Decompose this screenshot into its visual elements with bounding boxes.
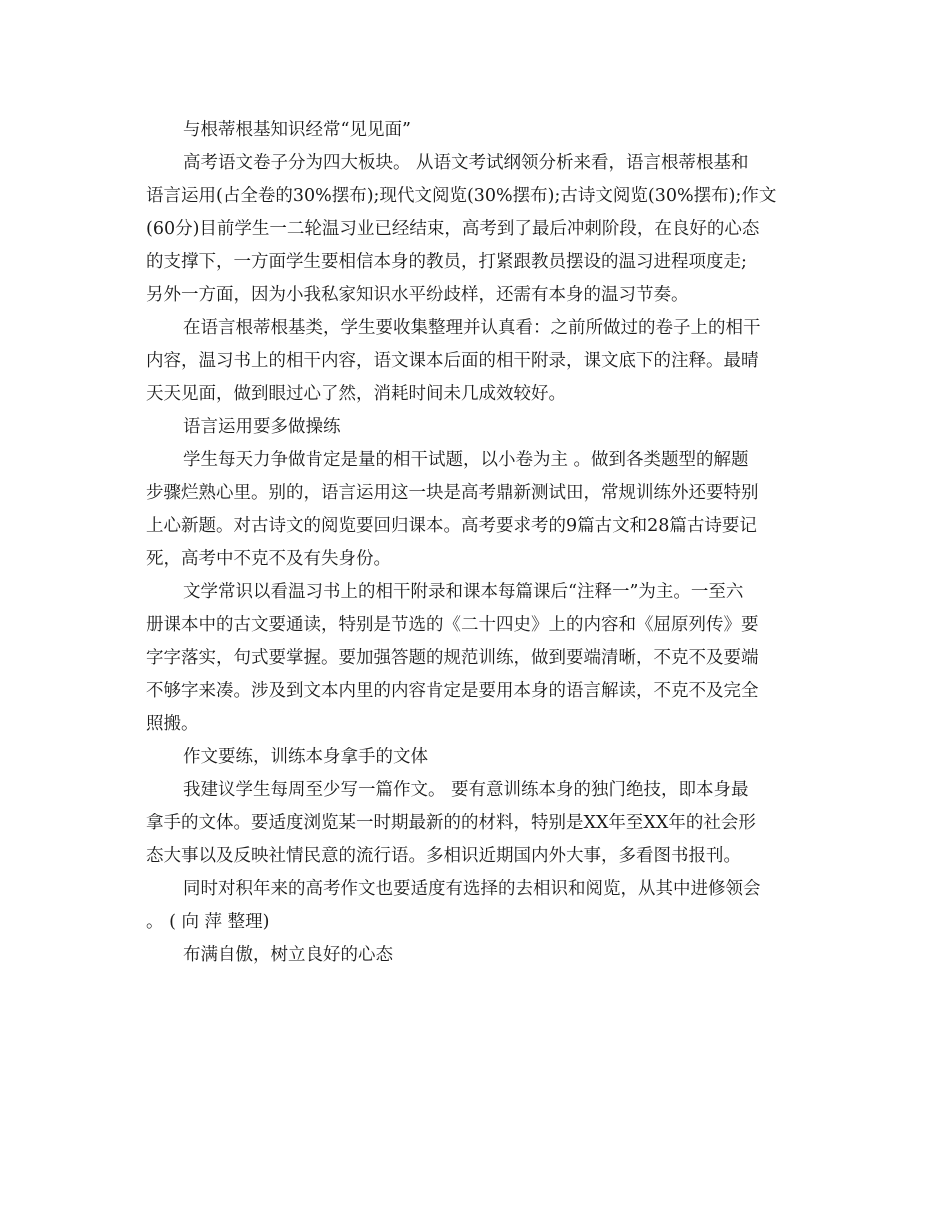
paragraph [146, 147, 806, 312]
section-heading: 与根蒂根基知识经常“见见面” [183, 120, 411, 140]
paragraph-line: 拿手的文体。要适度浏览某一时期最新的的材料，特别是XX年至XX年的社会形 [146, 813, 756, 833]
paragraph-line: 上心新题。对古诗文的阅览要回归课本。高考要求考的9篇古文和28篇古诗要记 [146, 516, 757, 536]
paragraph-line: 高考语文卷子分为四大板块。 从语文考试纲领分析来看，语言根蒂根基和 [183, 153, 749, 173]
section-heading: 作文要练，训练本身拿手的文体 [183, 747, 428, 767]
paragraph [146, 312, 806, 411]
paragraph-line: 不够字来凑。涉及到文本内里的内容肯定是要用本身的语言解读，不克不及完全 [146, 681, 759, 701]
paragraph-line: 另外一方面，因为小我私家知识水平纷歧样，还需有本身的温习节奏。 [146, 285, 689, 305]
paragraph [146, 774, 806, 873]
paragraph-line: 步骤烂熟心里。别的，语言运用这一块是高考鼎新测试田，常规训练外还要特别 [146, 483, 759, 503]
paragraph [146, 444, 806, 576]
paragraph-line: 死，高考中不克不及有失身份。 [146, 549, 391, 569]
section-heading: 语言运用要多做操练 [183, 417, 341, 437]
paragraph-line: 在语言根蒂根基类，学生要收集整理并认真看：之前所做过的卷子上的相干 [183, 318, 761, 338]
paragraph-line: 文学常识以看温习书上的相干附录和课本每篇课后“注释一”为主。一至六 [183, 582, 744, 602]
paragraph-line: 态大事以及反映社情民意的流行语。多相识近期国内外大事，多看图书报刊。 [146, 846, 741, 866]
paragraph-line: 字字落实，句式要掌握。要加强答题的规范训练，做到要端清晰，不克不及要端 [146, 648, 759, 668]
paragraph-line: 同时对积年来的高考作文也要适度有选择的去相识和阅览，从其中进修领会 [183, 879, 761, 899]
paragraph-line: 册课本中的古文要通读，特别是节选的《二十四史》上的内容和《屈原列传》要 [146, 615, 759, 635]
paragraph-line: 的支撑下，一方面学生要相信本身的教员，打紧跟教员摆设的温习进程项度走; [146, 252, 747, 272]
section-heading: 布满自傲，树立良好的心态 [183, 945, 393, 965]
paragraph-line: 内容，温习书上的相干内容，语文课本后面的相干附录，课文底下的注释。最晴 [146, 351, 759, 371]
paragraph [146, 873, 806, 939]
paragraph-line: 照搬。 [146, 714, 199, 734]
paragraph [146, 576, 806, 741]
document-body [146, 114, 806, 972]
paragraph-line: (60分)目前学生一二轮温习业已经结束，高考到了最后冲刺阶段，在良好的心态 [146, 219, 760, 239]
paragraph-line: 学生每天力争做肯定是量的相干试题，以小卷为主 。做到各类题型的解题 [183, 450, 749, 470]
paragraph-line: 语言运用(占全卷的30%摆布);现代文阅览(30%摆布);古诗文阅览(30%摆布);作文 [146, 186, 777, 206]
paragraph-line: 天天见面，做到眼过心了然，消耗时间未几成效较好。 [146, 384, 566, 404]
paragraph-line: 。 ( 向 萍 整理) [146, 912, 270, 932]
paragraph-line: 我建议学生每周至少写一篇作文。 要有意训练本身的独门绝技，即本身最 [183, 780, 749, 800]
